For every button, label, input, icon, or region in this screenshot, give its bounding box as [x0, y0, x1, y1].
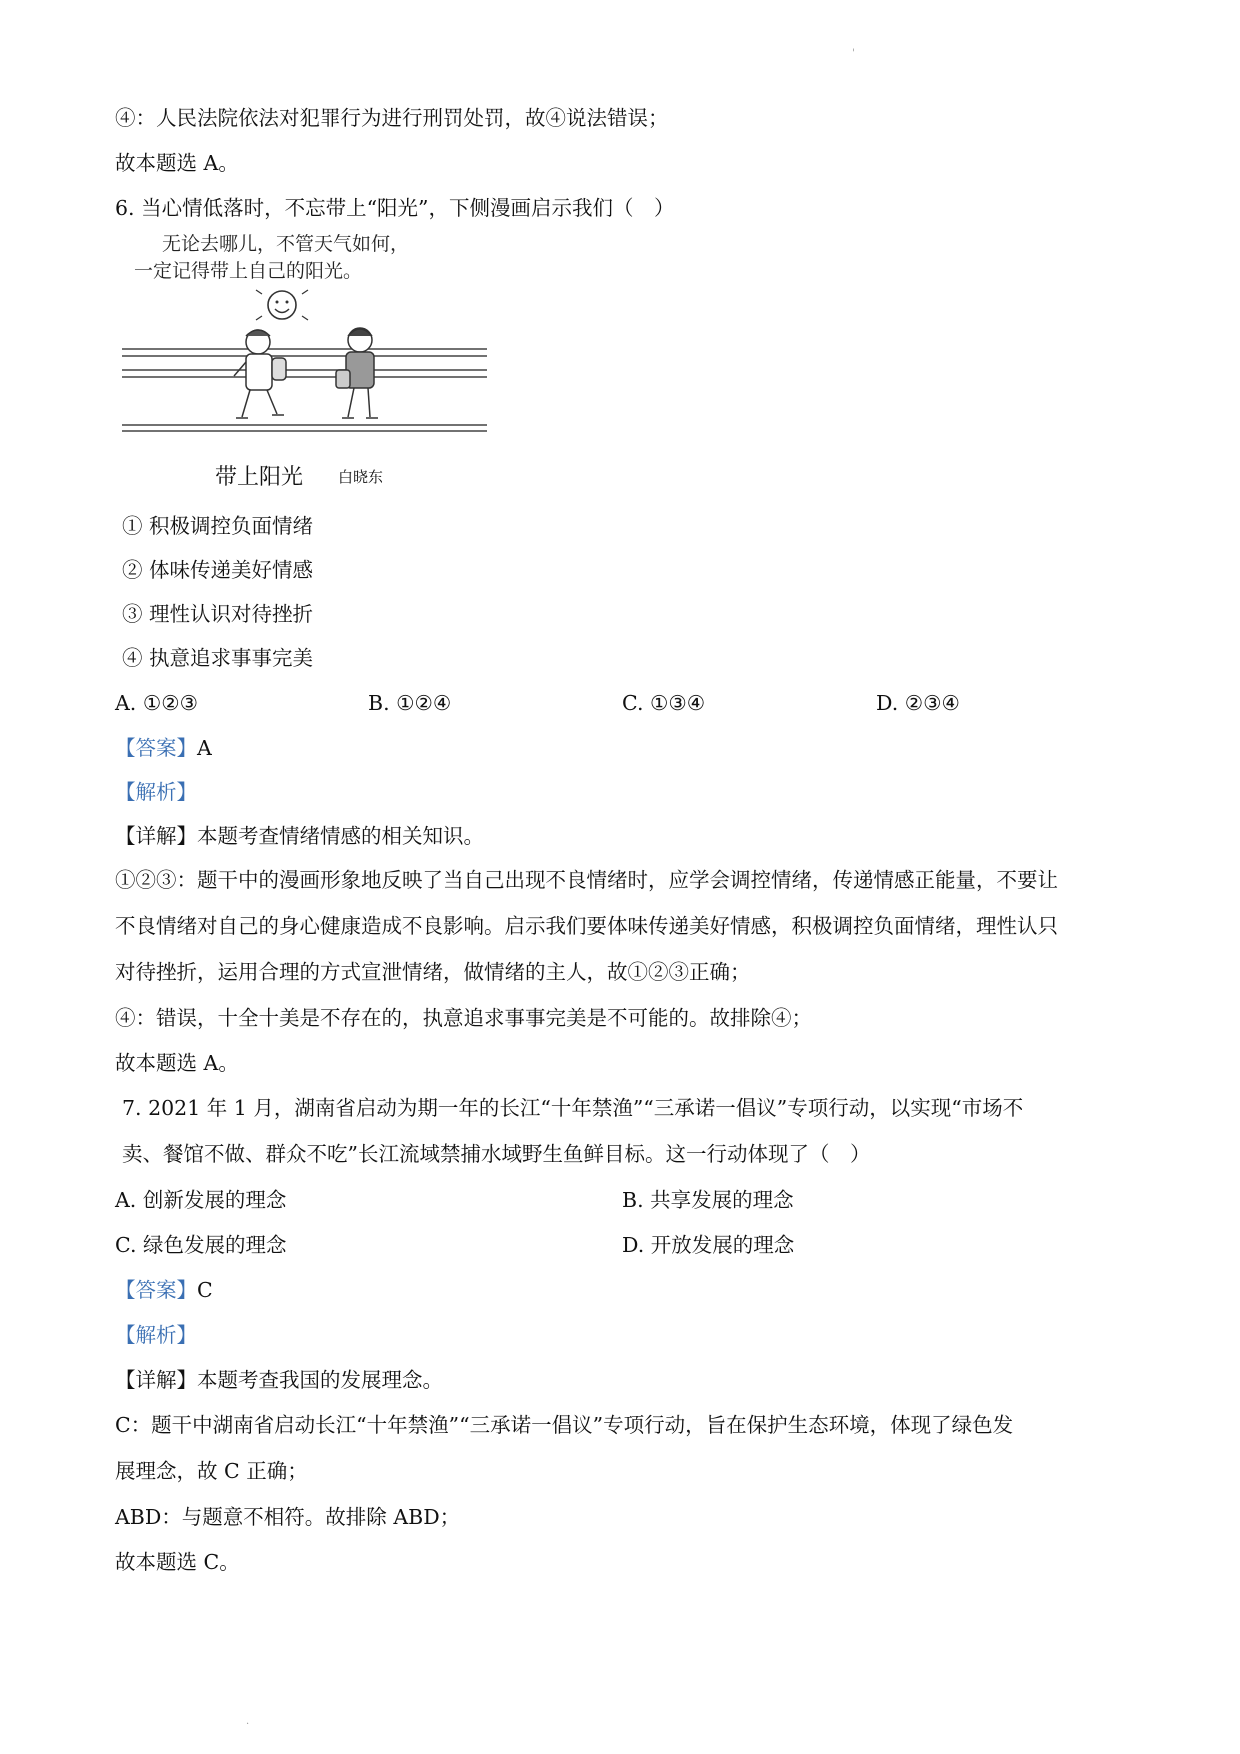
q6-explain-2: 不良情绪对自己的身心健康造成不良影响。启示我们要体味传递美好情感，积极调控负面情绪，理性认只 [115, 914, 1058, 938]
q7-explain-2: 展理念，故 C 正确； [115, 1459, 308, 1483]
q6-item-2: ② 体味传递美好情感 [122, 558, 314, 582]
comic-speech-line1: 无论去哪儿，不管天气如何， [162, 233, 410, 255]
answer-value: C [197, 1278, 213, 1302]
q6-explain-3: 对待挫折，运用合理的方式宣泄情绪，做情绪的主人，故①②③正确； [115, 960, 751, 984]
q6-answer [115, 734, 212, 762]
q7-explain-1: C：题干中湖南省启动长江“十年禁渔”“三承诺一倡议”专项行动，旨在保护生态环境，体现了绿色发 [115, 1413, 1014, 1437]
boy-walking [336, 328, 378, 418]
q7-conclusion: 故本题选 C。 [115, 1550, 240, 1574]
q7-stem-1: 7. 2021 年 1 月，湖南省启动为期一年的长江“十年禁渔”“三承诺一倡议”专项行动，以实现“市场不 [122, 1096, 1024, 1120]
railing [122, 349, 487, 431]
q6-stem: 6. 当心情低落时，不忘带上“阳光”，下侧漫画启示我们（ ） [115, 196, 675, 220]
q6-explain-1: ①②③：题干中的漫画形象地反映了当自己出现不良情绪时，应学会调控情绪，传递情感正能量，不要让 [115, 868, 1058, 892]
q6-option-b: B. ①②④ [368, 691, 452, 715]
q7-detail: 【详解】本题考查我国的发展理念。 [115, 1368, 443, 1392]
q7-explain-3: ABD：与题意不相符。故排除 ABD； [115, 1505, 461, 1529]
boy-with-sunshine [234, 330, 286, 418]
q6-analysis-tag: 【解析】 [115, 780, 197, 804]
q6-item-4: ④ 执意追求事事完美 [122, 646, 314, 670]
q6-option-a: A. ①②③ [115, 691, 198, 715]
q6-option-c: C. ①③④ [622, 691, 706, 715]
comic-speech-line2: 一定记得带上自己的阳光。 [134, 260, 363, 282]
q7-option-a: A. 创新发展的理念 [115, 1188, 287, 1212]
footer-mark: . [246, 1716, 250, 1727]
answer-tag: 【答案】 [115, 1278, 197, 1302]
q6-item-1: ① 积极调控负面情绪 [122, 514, 314, 538]
q6-explain-4: ④：错误，十全十美是不存在的，执意追求事事完美是不可能的。故排除④； [115, 1006, 812, 1030]
q6-option-d: D. ②③④ [876, 691, 960, 715]
q6-conclusion: 故本题选 A。 [115, 1051, 239, 1075]
q5-item-4: ④：人民法院依法对犯罪行为进行刑罚处罚，故④说法错误； [115, 106, 669, 130]
answer-value: A [197, 736, 212, 760]
q7-answer [115, 1276, 213, 1304]
comic-author: 白晓东 [338, 468, 384, 486]
q7-analysis-tag: 【解析】 [115, 1323, 197, 1347]
q7-option-d: D. 开放发展的理念 [622, 1233, 795, 1257]
q7-option-b: B. 共享发展的理念 [622, 1188, 794, 1212]
comic-illustration [122, 232, 487, 447]
header-mark: ' [852, 48, 855, 59]
answer-tag: 【答案】 [115, 736, 197, 760]
q6-detail: 【详解】本题考查情绪情感的相关知识。 [115, 824, 484, 848]
comic-title: 带上阳光 [215, 465, 304, 490]
smiley-sun-icon [256, 290, 308, 320]
q7-stem-2: 卖、餐馆不做、群众不吃”长江流域禁捕水域野生鱼鲜目标。这一行动体现了（ ） [122, 1142, 871, 1166]
q6-item-3: ③ 理性认识对待挫折 [122, 602, 314, 626]
q7-option-c: C. 绿色发展的理念 [115, 1233, 287, 1257]
q5-conclusion: 故本题选 A。 [115, 151, 239, 175]
